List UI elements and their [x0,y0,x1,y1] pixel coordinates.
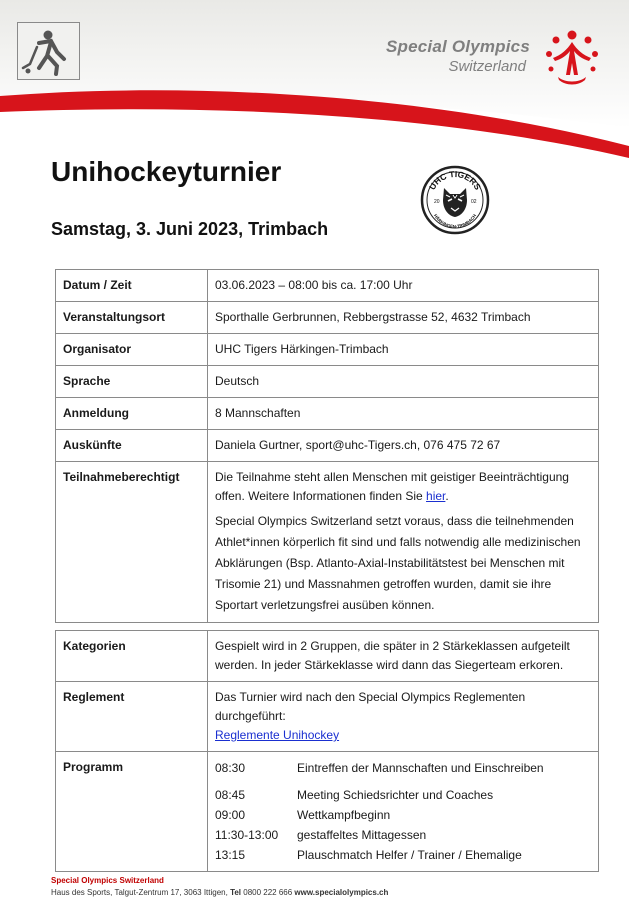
table-row [56,752,599,872]
row-label: Veranstaltungsort [56,302,208,334]
table-row [56,430,599,462]
program-item [215,805,591,825]
program-event: Meeting Schiedsrichter und Coaches [297,788,494,802]
brand-title: Special Olympics [386,37,530,56]
row-value: Daniela Gurtner, sport@uhc-Tigers.ch, 076 475 72 67 [208,430,599,462]
club-logo-right-num: 02 [471,199,477,205]
row-label: Programm [56,752,208,872]
row-label: Kategorien [56,631,208,682]
row-label: Datum / Zeit [56,270,208,302]
club-logo-bottom-text: HÄRKINGEN-TRIMBACH [432,213,478,230]
program-item [215,785,591,805]
participation-cell [208,462,599,623]
row-value: Gespielt wird in 2 Gruppen, die später in 2 Stärkeklassen aufgeteilt werden. In jeder Stärkeklasse wird dann das Siegerteam erkoren. [208,631,599,682]
row-value: 8 Mannschaften [208,398,599,430]
page-title: Unihockeyturnier [51,156,282,187]
program-time: 08:30 [215,761,246,775]
program-event: Plauschmatch Helfer / Trainer / Ehemalige [297,848,522,862]
participation-text-1: Die Teilnahme steht allen Menschen mit geistiger Beeinträchtigung offen. Weitere Informationen finden Sie [215,470,569,503]
brand-subtitle: Switzerland [448,58,526,75]
uhc-tigers-logo-icon [420,164,490,236]
program-event: gestaffeltes Mittagessen [297,828,427,842]
row-value: Deutsch [208,366,599,398]
event-info-table [55,269,599,623]
program-time: 13:15 [215,848,246,862]
special-olympics-logo-icon [541,28,603,90]
program-time: 11:30-13:00 [215,828,279,842]
program-item [215,758,591,778]
table-row [56,334,599,366]
footer-address: Haus des Sports, Talgut-Zentrum 17, 3063 Ittigen, [51,888,231,897]
participation-text [215,468,591,506]
header-swoosh [0,0,629,160]
info-link[interactable]: hier [426,489,446,503]
page-footer [51,876,388,897]
footer-org: Special Olympics Switzerland [51,876,164,885]
row-label: Anmeldung [56,398,208,430]
footer-tel: 0800 222 666 [241,888,295,897]
club-logo-top-text: UHC TIGERS [427,168,483,192]
row-label: Auskünfte [56,430,208,462]
row-value: 03.06.2023 – 08:00 bis ca. 17:00 Uhr [208,270,599,302]
rules-link[interactable]: Reglemente Unihockey [215,728,340,742]
floorball-player-icon [17,22,80,80]
program-time: 09:00 [215,808,246,822]
participation-text-end: . [445,489,449,503]
table-row [56,398,599,430]
row-label: Organisator [56,334,208,366]
table-row [56,366,599,398]
program-item [215,825,591,845]
program-time: 08:45 [215,788,246,802]
row-value: Sporthalle Gerbrunnen, Rebbergstrasse 52, 4632 Trimbach [208,302,599,334]
footer-web[interactable]: www.specialolympics.ch [294,888,389,897]
program-cell [208,752,599,872]
tournament-details-table [55,630,599,872]
program-event: Wettkampfbeginn [297,808,391,822]
rules-cell [208,682,599,752]
table-row [56,302,599,334]
row-label: Teilnahmeberechtigt [56,462,208,623]
program-event: Eintreffen der Mannschaften und Einschreiben [297,761,544,775]
footer-address-line [51,888,388,897]
rules-text: Das Turnier wird nach den Special Olympics Reglementen durchgeführt: [215,690,526,723]
table-row [56,631,599,682]
table-row [56,270,599,302]
club-logo-left-num: 20 [434,199,440,205]
event-date-location: Samstag, 3. Juni 2023, Trimbach [51,219,329,239]
page-header [0,0,629,160]
table-row [56,682,599,752]
program-item [215,845,591,865]
participation-requirements: Special Olympics Switzerland setzt voraus, dass die teilnehmenden Athlet*innen körperlich fit sind und falls notwendig alle medizinischen Abklärungen (Bsp. Atlanto-Axial-Instabilitätstest bei Menschen mit Trisomie 21) und Massnahmen getroffen wurden, damit sie ihre Sportart verletzungsfrei ausüben können. [215,514,581,612]
footer-tel-label: Tel [230,888,242,897]
row-label: Sprache [56,366,208,398]
row-value: UHC Tigers Härkingen-Trimbach [208,334,599,366]
row-label: Reglement [56,682,208,752]
table-row [56,462,599,623]
